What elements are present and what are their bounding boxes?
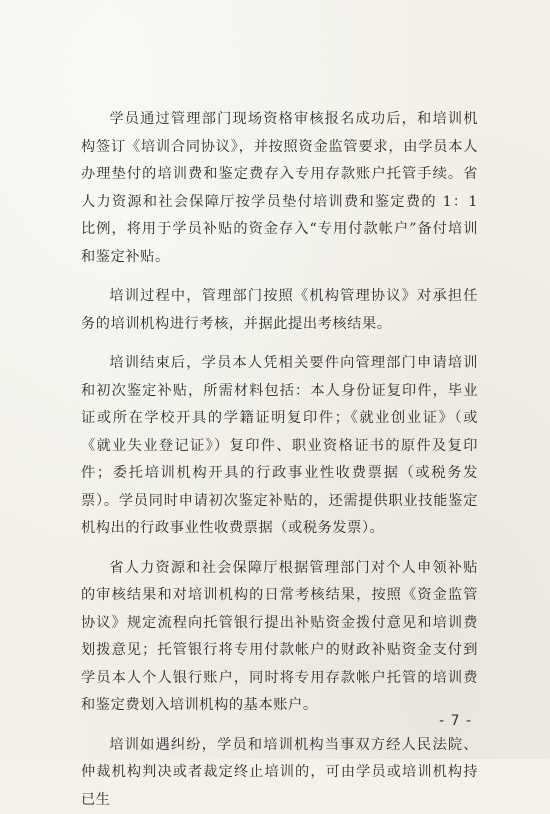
paragraph-enrollment: 学员通过管理部门现场资格审核报名成功后，和培训机构签订《培训合同协议》，并按照资金监管要求，由学员本人办理垫付的培训费和鉴定费存入专用存款账户托管手续。省人力资源和社会保障厅按学员垫付培训费和鉴定费的 1：1 比例，将用于学员补贴的资金存入“专用付款帐户”备付培训和鉴定补贴。 — [81, 106, 478, 271]
page-number: - 7 - — [439, 713, 472, 729]
paragraph-training-assessment: 培训过程中，管理部门按照《机构管理协议》对承担任务的培训机构进行考核，并据此提出考核结果。 — [81, 283, 478, 338]
paragraph-subsidy-application: 培训结束后，学员本人凭相关要件向管理部门申请培训和初次鉴定补贴，所需材料包括：本人身份证复印件，毕业证或所在学校开具的学籍证明复印件；《就业创业证》（或《就业失业登记证》）复印件、职业资格证书的原件及复印件；委托培训机构开具的行政事业性收费票据（或税务发票）。学员同时申请初次鉴定补贴的，还需提供职业技能鉴定机构出的行政事业性收费票据（或税务发票）。 — [81, 350, 478, 543]
paragraph-dispute-handling: 培训如遇纠纷，学员和培训机构当事双方经人民法院、仲裁机构判决或者裁定终止培训的，可由学员或培训机构持已生 — [81, 732, 478, 814]
paragraph-subsidy-disbursement: 省人力资源和社会保障厅根据管理部门对个人申领补贴的审核结果和对培训机构的日常考核结果，按照《资金监管协议》规定流程向托管银行提出补贴资金拨付意见和培训费划拨意见；托管银行将专用付款帐户的财政补贴资金支付到学员本人个人银行账户，同时将专用存款帐户托管的培训费和鉴定费划入培训机构的基本账户。 — [81, 555, 478, 720]
